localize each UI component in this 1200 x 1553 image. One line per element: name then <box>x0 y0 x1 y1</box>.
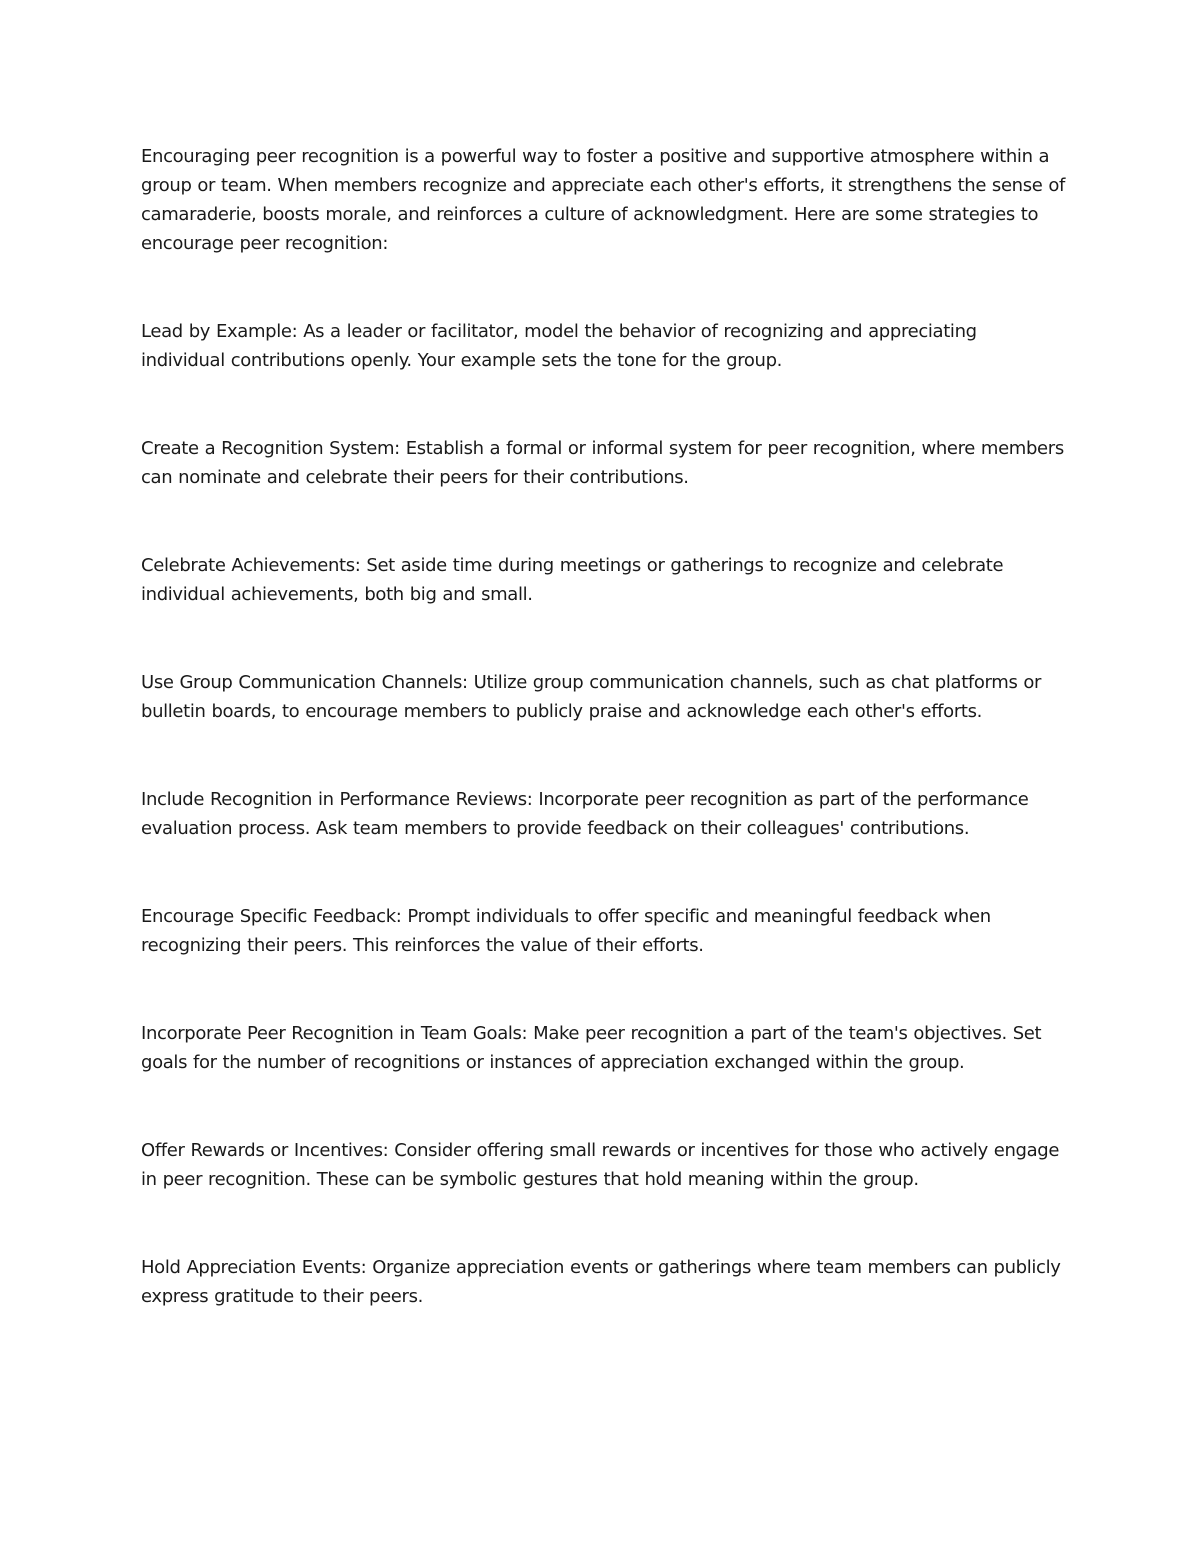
strategy-celebrate-achievements: Celebrate Achievements: Set aside time during meetings or gatherings to recognize and celebrate individual achievements, both big and small. <box>141 555 1004 605</box>
document-body <box>141 142 1066 1311</box>
strategy-communication-channels: Use Group Communication Channels: Utilize group communication channels, such as chat platforms or bulletin boards, to encourage members to publicly praise and acknowledge each other's efforts. <box>141 672 1042 722</box>
strategy-performance-reviews: Include Recognition in Performance Reviews: Incorporate peer recognition as part of the performance evaluation process. Ask team members to provide feedback on their colleagues' contributions. <box>141 789 1029 839</box>
strategy-recognition-system: Create a Recognition System: Establish a formal or informal system for peer recognition, where members can nominate and celebrate their peers for their contributions. <box>141 438 1064 488</box>
intro-paragraph: Encouraging peer recognition is a powerful way to foster a positive and supportive atmosphere within a group or team. When members recognize and appreciate each other's efforts, it strengthens the sense of camaraderie, boosts morale, and reinforces a culture of acknowledgment. Here are some strategies to encourage peer recognition: <box>141 146 1066 254</box>
strategy-appreciation-events: Hold Appreciation Events: Organize appreciation events or gatherings where team members can publicly express gratitude to their peers. <box>141 1257 1061 1307</box>
strategy-lead-by-example: Lead by Example: As a leader or facilitator, model the behavior of recognizing and appreciating individual contributions openly. Your example sets the tone for the group. <box>141 321 977 371</box>
strategy-specific-feedback: Encourage Specific Feedback: Prompt individuals to offer specific and meaningful feedback when recognizing their peers. This reinforces the value of their efforts. <box>141 906 991 956</box>
strategy-rewards-incentives: Offer Rewards or Incentives: Consider offering small rewards or incentives for those who actively engage in peer recognition. These can be symbolic gestures that hold meaning within the group. <box>141 1140 1060 1190</box>
strategy-team-goals: Incorporate Peer Recognition in Team Goals: Make peer recognition a part of the team's objectives. Set goals for the number of recognitions or instances of appreciation exchanged within the group. <box>141 1023 1042 1073</box>
